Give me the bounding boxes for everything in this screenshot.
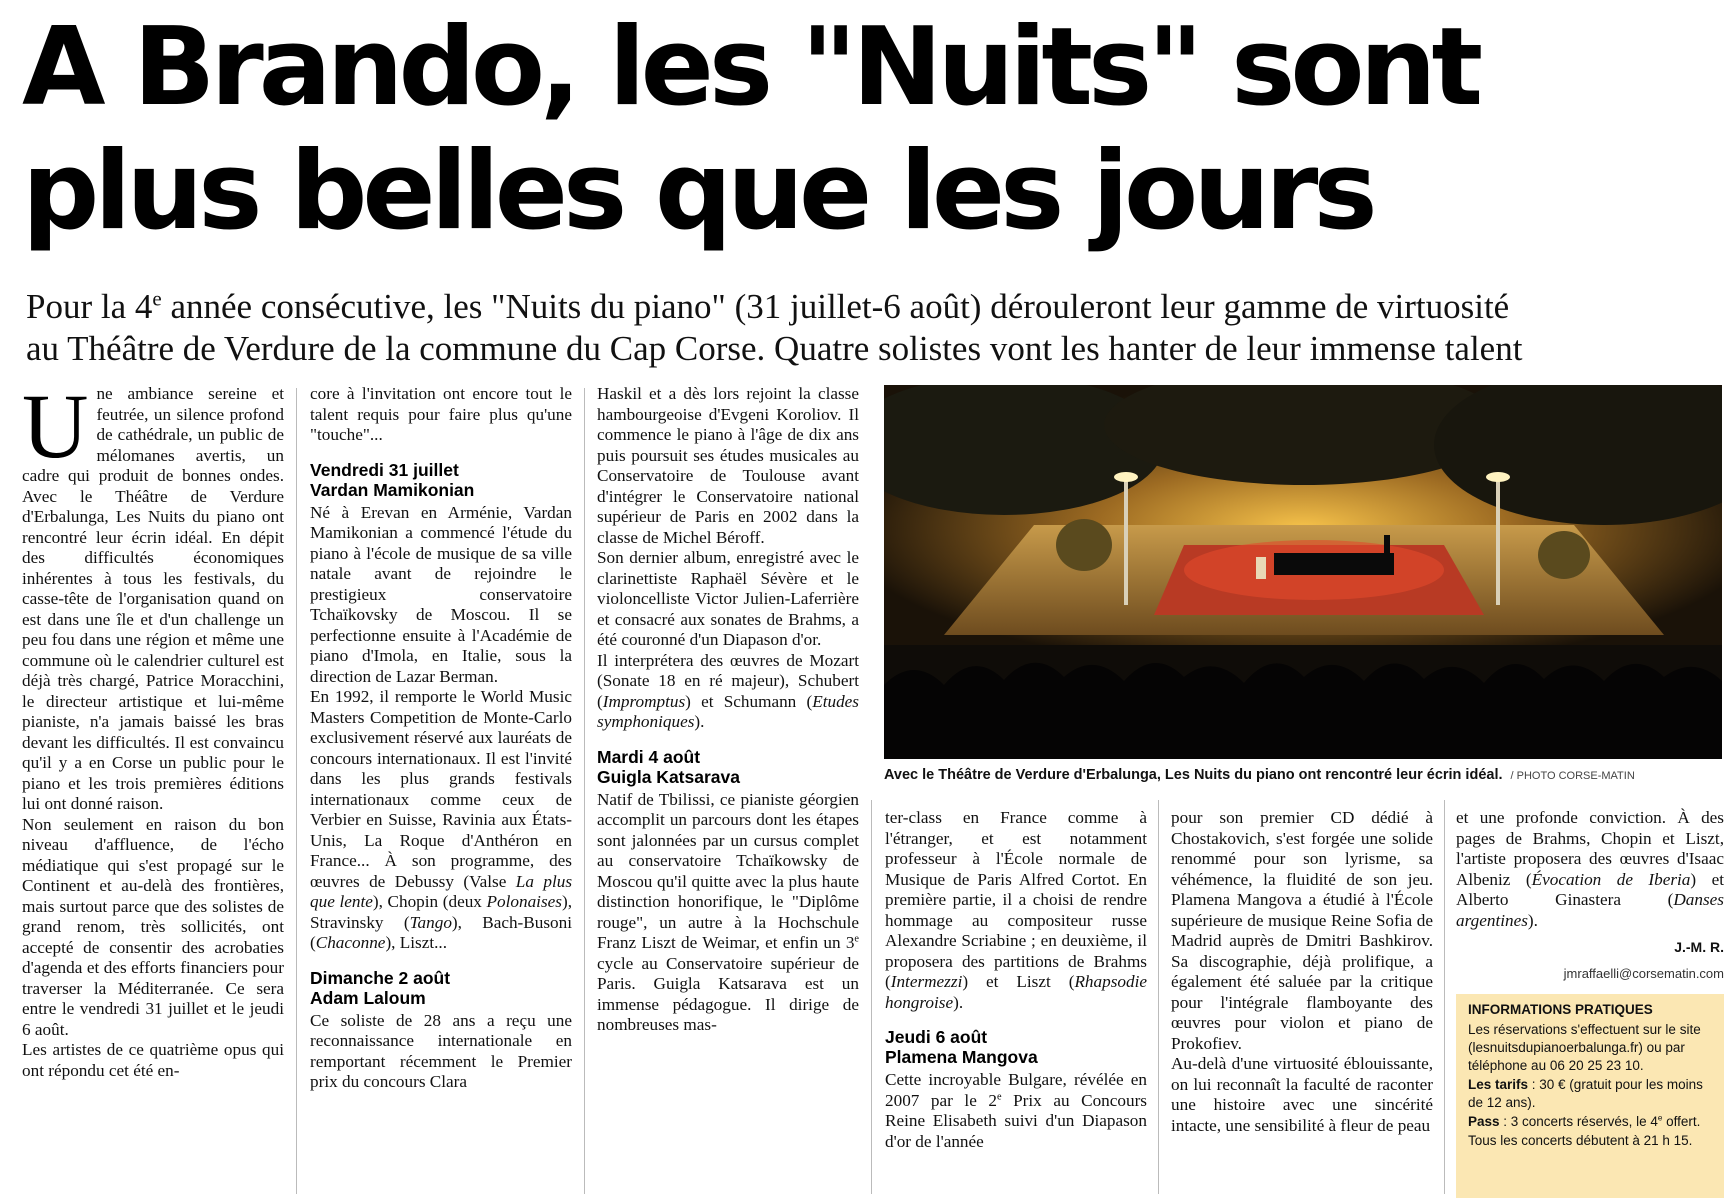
practical-info-box: [1456, 994, 1724, 1198]
text: et une profonde conviction. À des pages de Brahms, Chopin et Liszt, l'artiste proposera des œuvres d'Isaac Albeniz (: [1456, 808, 1724, 889]
caption-text: Avec le Théâtre de Verdure d'Erbalunga, Les Nuits du piano ont rencontré leur écrin idéal.: [884, 767, 1503, 783]
column-divider: [296, 388, 297, 1194]
work-title: Évocation de Iberia: [1531, 869, 1691, 889]
article-column-1: [22, 375, 284, 1081]
info-text: : 30 € (gratuit pour les moins de 12 ans).: [1468, 1077, 1703, 1110]
info-prices: [1468, 1076, 1716, 1112]
info-reservations: Les réservations s'effectuent sur le site (lesnuitsdupianoerbalunga.fr) ou par téléphone au 06 20 25 23 10.: [1468, 1022, 1701, 1073]
text: ) et Schumann (: [685, 691, 813, 711]
text: ), Liszt...: [385, 933, 448, 952]
author-signature: J.-M. R.: [1674, 939, 1724, 955]
subhead-line-1-rest: année consécutive, les "Nuits du piano" (31 juillet-6 août) dérouleront leur gamme de virtuosité: [161, 287, 1510, 326]
text: ) et Alberto Ginastera (: [1456, 869, 1724, 909]
concert-photo: [884, 385, 1722, 759]
concert-artist: Vardan Mamikonian: [310, 479, 475, 500]
article-column-6: [1456, 808, 1724, 984]
text: cycle au Conservatoire supérieur de Paris. Guigla Katsarava est un immense pédagogue. Il dirige de nombreuses mas-: [597, 953, 859, 1034]
author-email[interactable]: jmraffaelli@corsematin.com: [1563, 965, 1724, 981]
article-column-3: [597, 384, 859, 1036]
concert-artist: Plamena Mangova: [885, 1047, 1038, 1067]
work-title: Polonaises: [486, 892, 562, 911]
concert-artist: Guigla Katsarava: [597, 766, 740, 787]
work-title: Intermezzi: [890, 972, 963, 991]
text: Il interprétera des œuvres de Mozart (Sonate 18 en ré majeur), Schubert (: [597, 650, 859, 711]
column-divider: [1158, 800, 1159, 1194]
info-label: Les tarifs: [1468, 1077, 1529, 1092]
subhead-line-2: au Théâtre de Verdure de la commune du Cap Corse. Quatre solistes vont les hanter de leur immense talent: [26, 329, 1523, 368]
text: Natif de Tbilissi, ce pianiste géorgien accomplit un parcours dont les étapes sont jalonnées par un cursus complet au conservatoire Tchaïkowsky de Moscou qu'il quitte avec la plus haute distinction honorifique, le "Diplôme rouge", un autre à la Hochschule Franz Liszt de Weimar, et enfin un 3: [597, 789, 859, 952]
text: ).: [953, 992, 964, 1012]
text: ter-class en France comme à l'étranger, et est notamment professeur à l'École normale de Musique de Paris Alfred Cortot. En première partie, il a choisi de rendre hommage au compositeur russe Alexandre Scriabine ; en deuxième, il proposera des partitions de Brahms (: [885, 808, 1147, 991]
paragraph: Né à Erevan en Arménie, Vardan Mamikonian a commencé l'étude du piano à l'école de musique de sa ville natale avant de rejoindre le prestigieux conservatoire Tchaïkovsky de Moscou. Il se perfectionne ensuite à l'Académie de piano d'Imola, en Italie, sous la direction de Lazar Berman.: [310, 502, 572, 686]
concert-date: Vendredi 31 juillet: [310, 459, 459, 480]
column-divider: [871, 800, 872, 1194]
headline-line-1: A Brando, les "Nuits" sont: [22, 5, 1479, 130]
info-title: INFORMATIONS PRATIQUES: [1468, 1002, 1653, 1017]
paragraph: ne ambiance sereine et feutrée, un silence profond de cathédrale, un public de mélomanes avertis, un cadre qui produit de bonnes ondes. Avec le Théâtre de Verdure d'Erbalunga, Les Nuits du piano ont rencontré leur écrin idéal. En dépit des difficultés économiques inhérentes à tous les festivals, du casse-tête de l'organisation quand on est dans une île et d'un challenge un peu fou dans une région et même une commune où le calendrier culturel est déjà très chargé, Patrice Moracchini, le directeur artistique et lui-même pianiste, n'a jamais baissé les bras devant les difficultés. Il est convaincu qu'il y a en Corse un public pour le piano et les trois premières éditions lui ont donné raison.: [22, 384, 284, 813]
work-title: Chaconne: [315, 933, 386, 952]
text: ).: [694, 712, 705, 731]
paragraph: [597, 790, 859, 1036]
headline: [22, 6, 1722, 254]
paragraph: [1456, 808, 1724, 931]
subheadline: [26, 286, 1726, 370]
text: ), Bach-Busoni (: [310, 912, 572, 952]
paragraph: Ce soliste de 28 ans a reçu une reconnaissance internationale en remportant récemment le Premier prix du concours Clara: [310, 1010, 572, 1091]
concert-date: Jeudi 6 août: [885, 1027, 988, 1047]
paragraph: [597, 651, 859, 733]
text: ), Stravinsky (: [310, 892, 572, 932]
paragraph: core à l'invitation ont encore tout le talent requis pour faire plus qu'une "touche"...: [310, 384, 572, 444]
concert-date: Mardi 4 août: [597, 746, 701, 767]
outdoor-concert-stage-image: [884, 385, 1722, 759]
paragraph: Haskil et a dès lors rejoint la classe hambourgeoise d'Evgeni Koroliov. Il commence le piano à l'âge de dix ans puis poursuit ses études musicales au Conservatoire de Toulouse avant d'intégrer le Conservatoire national supérieur de Paris en 2002 dans la classe de Michel Béroff.: [597, 384, 859, 547]
article-column-2: [310, 384, 572, 1093]
superscript: e: [1657, 1113, 1663, 1123]
work-title: Etudes symphoniques: [597, 691, 859, 731]
work-title: Tango: [409, 912, 452, 932]
concert-heading-jeudi: [885, 1027, 1147, 1067]
text: Cette incroyable Bulgare, révélée en 2007 par le 2: [885, 1070, 1147, 1110]
info-text: offert.: [1662, 1114, 1701, 1129]
text: ), Chopin (deux: [372, 892, 487, 911]
paragraph: [310, 687, 572, 954]
superscript: e: [854, 933, 859, 945]
work-title: Impromptus: [602, 691, 686, 711]
paragraph: Non seulement en raison du bon niveau d'affluence, de l'écho médiatique qui s'est propagé sur le Continent et au-delà des frontières, mais surtout parce que des solistes de grand renom, très sollicités, ont accepté de consentir des acrobaties d'agenda et des efforts financiers pour traverser la Méditerranée. Ce sera entre le vendredi 31 juillet et le jeudi 6 août.: [22, 814, 284, 1039]
superscript: e: [996, 1090, 1002, 1102]
subhead-sup: e: [152, 286, 162, 311]
concert-heading-dimanche: [310, 968, 572, 1008]
subhead-line-1: Pour la 4: [26, 287, 153, 326]
info-label: Pass: [1468, 1114, 1500, 1129]
photo-credit: / PHOTO CORSE-MATIN: [1510, 770, 1635, 782]
paragraph: [885, 808, 1147, 1013]
text: En 1992, il remporte le World Music Masters Competition de Monte-Carlo exclusivement réservé aux lauréats de concours internationaux. Il est l'invité dans les plus grands festivals internationaux comme ceux de Verbier en Suisse, Ravinia aux États-Unis, La Roque d'Anthéron en France... À son programme, des œuvres de Debussy (Valse: [310, 687, 572, 891]
concert-artist: Adam Laloum: [310, 987, 426, 1008]
work-title: Danses argentines: [1456, 890, 1724, 930]
concert-date: Dimanche 2 août: [310, 967, 451, 988]
paragraph: [885, 1070, 1147, 1152]
concert-heading-mardi: [597, 747, 859, 787]
column-divider: [584, 388, 585, 1194]
headline-line-2: plus belles que les jours: [22, 129, 1373, 254]
info-start-time: Tous les concerts débutent à 21 h 15.: [1468, 1133, 1693, 1148]
info-text: : 3 concerts réservés, le 4: [1499, 1114, 1658, 1129]
paragraph: Au-delà d'une virtuosité éblouissante, on lui reconnaît la faculté de raconter une histoire avec une sincérité intacte, une sensibilité à fleur de peau: [1171, 1054, 1433, 1135]
work-title: Rhapsodie hongroise: [885, 972, 1147, 1012]
text: ).: [1527, 910, 1538, 930]
column-divider: [1444, 800, 1445, 1194]
concert-heading-vendredi: [310, 460, 572, 500]
paragraph: pour son premier CD dédié à Chostakovich, s'est forgée une solide renommé pour son lyrisme, sa véhémence, la fluidité de son jeu. Plamena Mangova a étudié à l'École supérieure de musique Reine Sofia de Madrid auprès de Dmitri Bashkirov. Sa discographie, déjà prolifique, a également été saluée par la critique pour l'intégrale flamboyante des œuvres pour violon et piano de Prokofiev.: [1171, 808, 1433, 1053]
work-title: La plus que lente: [310, 871, 573, 911]
article-column-4: [885, 808, 1147, 1152]
paragraph: Son dernier album, enregistré avec le clarinettiste Raphaël Sévère et le violoncelliste Victor Julien-Laferrière et consacré aux sonates de Brahms, a été couronné d'un Diapason d'or.: [597, 548, 859, 649]
article-column-5: [1171, 808, 1433, 1136]
info-pass: [1468, 1113, 1716, 1131]
photo-caption: [884, 767, 1724, 783]
drop-cap: U: [22, 375, 89, 477]
paragraph: Les artistes de ce quatrième opus qui ont répondu cet été en-: [22, 1040, 284, 1080]
text: Prix au Concours Reine Elisabeth suivi d'un Diapason d'or de l'année: [885, 1090, 1147, 1151]
text: ) et Liszt (: [962, 972, 1075, 991]
